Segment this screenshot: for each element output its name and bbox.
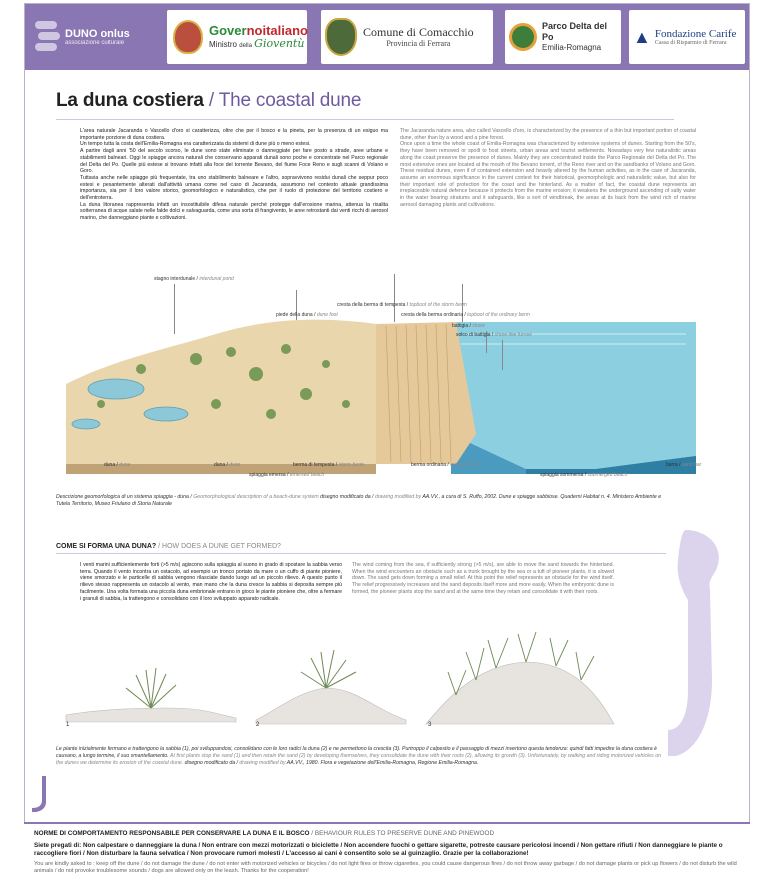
how-rule bbox=[56, 553, 666, 554]
comune-province: Provincia di Ferrara bbox=[386, 39, 451, 49]
label-berma-tempesta: cresta della berma di tempesta / topboot of the storm berm bbox=[337, 302, 467, 308]
rules-section bbox=[24, 822, 750, 893]
stage-3-label: 3 bbox=[428, 722, 432, 728]
rules-title: NORME DI COMPORTAMENTO RESPONSABILE PER CONSERVARE LA DUNA E IL BOSCO / BEHAVIOUR RULES TO PRESERVE DUNE AND PINEWOOD bbox=[34, 830, 495, 837]
intro-en-p3: These residual dunes, even if of contained extension and heavily altered by the human activities, as in the case of Jacaranda, assume an enormous significance in the current context for their historical, geomorphologic and naturalistic value, but also for their important role of protection for the coast and the hinterland. As a matter of fact, the coastal dune represents an irreplaceable natural defence because it protects from the marine erosion; it weakens the underground ascending of salty water in the water bearing stratums and it safeguards, like a sort of windbreak, the areas at its back from the wind rich of marine aerosol damaging plants and cultivations. bbox=[400, 168, 696, 208]
header-bar bbox=[25, 4, 749, 70]
italian-emblem-icon bbox=[173, 20, 203, 54]
dune-formation-stages bbox=[56, 630, 616, 740]
intro-it-p2: Un tempo tutta la costa dell'Emilia-Romagna era caratterizzata da sistemi di dune più o meno estesi. bbox=[80, 141, 311, 148]
label-barra: barra / sand bar bbox=[666, 462, 702, 468]
stage-1-label: 1 bbox=[66, 722, 70, 728]
intro-italian bbox=[80, 128, 388, 222]
parco-delta-icon bbox=[509, 23, 537, 51]
gov-for: della bbox=[239, 43, 252, 50]
profile-caption: Descrizione geomorfologica di un sistema spiaggia - duna / Geomorphological description of a beach-dune system disegno modificato da / drawing modified by AA.VV., a cura di S. Ruffo, 2002. Dune e spiagge sabbiose. Quaderni Habitat n. 4. Ministero Ambiente e Tutela Territorio, Museo Friulano di Storia Naturale bbox=[56, 494, 662, 507]
fondazione-logo bbox=[629, 10, 745, 64]
intro-en-p2: Once upon a time the whole coast of Emilia-Romagna was characterized by extensive systems of dunes. Starting from the 50's, they have been removed or spoilt to host streets, urban areas and tourist settlements. Nowadays very few naturalistic areas along the coast preserve the presence of dunes. Mainly they are concentrated inside the Parco Regionale del Delta del Po. The most extensive ones are located at the mouth of the Bevano torrent, of the Reno river and on the sandbanks of Volano and Goro. bbox=[400, 141, 696, 168]
comacchio-crest-icon bbox=[325, 18, 357, 56]
how-english: The wind coming from the sea, if sufficiently strong (>5 m/s), are able to move the sand towards the hinterland. When the wind encounters an obstacle such as a trunk brought by the sea or a tuft of pioneer plants, it is slowed down. The sand gets down forming a small relief. At this point the relief represents an obstacle for the wind itself. The relief progressively increases and the sand deposits itself more and more easily. When the embryonic dune is formed, the pioneer plants stop the sand and at the same time they retain and consolidate it with their roots. bbox=[352, 562, 614, 595]
title-it: La duna costiera bbox=[56, 90, 204, 111]
j-logo-icon bbox=[32, 776, 50, 812]
label-solco-battigia: solco di battigia / shore line furrow bbox=[456, 332, 532, 338]
intro-it-p4: Tuttavia anche nelle spiagge più frequentate, tra uno stabilimento balneare e l'altro, sopravvivono residui dunali che seppur poco estesi e pesantemente alterati dall'attività umana come nel caso di Jacaranda, assumono nel contesto attuale grandissima importanza, sia per il loro valore storico, geomorfologico e naturalistico, che per il ruolo di protezione del territorio costiero e dell'entroterra. bbox=[80, 174, 388, 202]
gov-part2: no bbox=[246, 22, 263, 38]
label-spiaggia-sommersa: spiaggia sommersa / submerged beach bbox=[540, 472, 628, 478]
parco-region: Emilia-Romagna bbox=[542, 43, 602, 52]
stages-caption: Le piante inizialmente fermano e trattengono la sabbia (1), poi sviluppandosi, consolidano con le loro radici la duna (2) e ne permettono la crescita (3). Purtroppo il calpestio e il passaggio di mezzi invertono questa tendenza: quindi fatti impedire la duna costiera è causano, a lungo termine, il suo smantellamento. At first plants stop the sand (1) and then retain the sand (2) by developing themselves, they consolidate the dune with their roots (2), allowing its growth (3). Unfortunately, by walking and riding motorized vehicles on the dunes we determine its erosion of the coastal dune. disegno modificato da / drawing modified by AA.VV., 1980. Flora e vegetazione dell'Emilia-Romagna, Regione Emilia-Romagna. bbox=[56, 746, 661, 766]
label-duna-1: duna / dune bbox=[104, 462, 131, 468]
intro-it-p3: A partire dagli anni '50 del secolo scorso, le dune sono state eliminate o danneggiate per fare posto a strade, aree urbane e stabilimenti balneari. Oggi le spiagge ancora naturali che conservano apparati dunali sono poche e concentrate nel Parco regionale del Delta del Po. Quelle più estese si trovano infatti alla foce del torrente Bevano, del fiume Foce Reno e sugli scanni di Volano e Goro. bbox=[80, 148, 388, 175]
title-sep: / bbox=[203, 90, 219, 111]
how-title: COME SI FORMA UNA DUNA? / HOW DOES A DUNE GET FORMED? bbox=[56, 543, 281, 550]
comune-logo bbox=[321, 10, 493, 64]
duna-logo bbox=[31, 10, 151, 64]
stages-drawing bbox=[56, 630, 616, 730]
label-berma-ordinaria-b: berma ordinaria / ordinary berm bbox=[411, 462, 482, 468]
rules-english: You are kindly asked to : keep off the dune / do not damage the dune / do not enter with motorized vehicles or bicycles / do not light fires or throw cigarettes, you could cause dangerous fires / do not throw away garbage / do not damage plants or pick up flowers / do not disturb the wild animals / do not provoke troublesome sounds / dogs are allowed only on the leash. Thanks for the cooperation! bbox=[34, 860, 737, 875]
gov-part1: Gover bbox=[209, 22, 247, 38]
gov-part3: italiano bbox=[262, 22, 308, 38]
rules-italian: Siete pregati di: Non calpestare o danneggiare la duna / Non entrare con mezzi motorizzati o biciclette / Non accendere fuochi o gettare sigarette, potreste causare pericolosi incendi / Non gettare rifiuti / Non danneggiare le piante o raccogliere fiori / Non disturbare la fauna selvatica / Non provocare rumori molesti / L'accesso ai cani è consentito solo se al guinzaglio. Grazie per la collaborazione! bbox=[34, 842, 723, 858]
interdunal-pond bbox=[88, 379, 144, 399]
label-battigia: battigia / shore bbox=[452, 323, 485, 329]
comune-name: Comune di Comacchio bbox=[363, 24, 474, 39]
gov-gioventu: Gioventù bbox=[254, 37, 305, 51]
duna-name: DUNO onlus bbox=[65, 28, 130, 40]
fondazione-sub: Cassa di Risparmio di Ferrara bbox=[654, 39, 727, 46]
title-rule bbox=[56, 119, 674, 120]
label-duna-2: duna / dune bbox=[214, 462, 241, 468]
label-spiaggia-emersa: spiaggia emersa / emersed beach bbox=[249, 472, 325, 478]
fondazione-name: Fondazione Carife bbox=[654, 27, 737, 40]
label-piede-duna: piede della duna / dune foot bbox=[276, 312, 338, 318]
intro-it-p1: L'area naturale Jacaranda o Vascello d'oro si caratterizza, oltre che per il bosco e la pineta, per la presenza di un esiguo ma importante porzione di duna costiera. bbox=[80, 128, 388, 141]
intro-it-p5: La duna litoranea rappresenta infatti un insostituibile difesa naturale perché protegge dall'erosione marina, attenua la risalita sotterranea di acque salate nelle falde dolci e salvaguarda, come una sorta di frangivento, le aree retrostanti dai venti ricchi di aerosol marino, che danneggiano piante e coltivazioni. bbox=[80, 201, 388, 222]
fondazione-mark-icon: ▲ bbox=[633, 26, 651, 47]
gov-ministry: Ministro bbox=[209, 40, 238, 50]
label-berma-ordinaria: cresta della berma ordinaria / topboot of the ordinary berm bbox=[401, 312, 530, 318]
parco-name: Parco Delta del Po bbox=[542, 21, 608, 43]
intro-en-p1: The Jacaranda nature area, also called Vascello d'oro, is characterized by the presence of a thin but important portion of coastal dune, other than by a wood and a pine forest. bbox=[400, 128, 696, 141]
dune-profile-drawing bbox=[56, 264, 706, 484]
side-j-figure-icon bbox=[668, 530, 726, 760]
intro-english bbox=[400, 128, 696, 208]
label-stagno: stagno interdunale / interdunal pond bbox=[154, 276, 234, 282]
stage-2-label: 2 bbox=[256, 722, 260, 728]
dune-profile-illustration bbox=[56, 264, 706, 484]
label-berma-tempesta-b: berma di tempesta / storm berm bbox=[293, 462, 364, 468]
parco-logo bbox=[505, 10, 621, 64]
how-italian: I venti marini sufficientemente forti (>5 m/s) agiscono sulla spiaggia al suono in grado di spostare la sabbia verso terra. Quando il vento incontra un ostacolo, ad esempio un tronco portato da mare o un cuffo di piante pioniere, viene smorzato e le particelle di sabbia vengono rilasciate dando luogo ad un piccolo rilievo. A questo punto il rilievo stesso rappresenta un ostacolo al vento, man mano che la duna cresce la sabbia si deposita sempre più facilmente. Una volta formata una piccola duna embrionale entrano in gioco le piante pioniere che, oltre a fermare i granuli di sabbia, la trattengono e consolidano con il loro sviluppato apparato radicale. bbox=[80, 562, 342, 602]
governo-logo bbox=[167, 10, 307, 64]
duna-mark-icon bbox=[35, 17, 61, 57]
title-en: The coastal dune bbox=[218, 90, 362, 111]
page-title bbox=[56, 90, 361, 112]
duna-tagline: associazione culturale bbox=[65, 40, 125, 46]
